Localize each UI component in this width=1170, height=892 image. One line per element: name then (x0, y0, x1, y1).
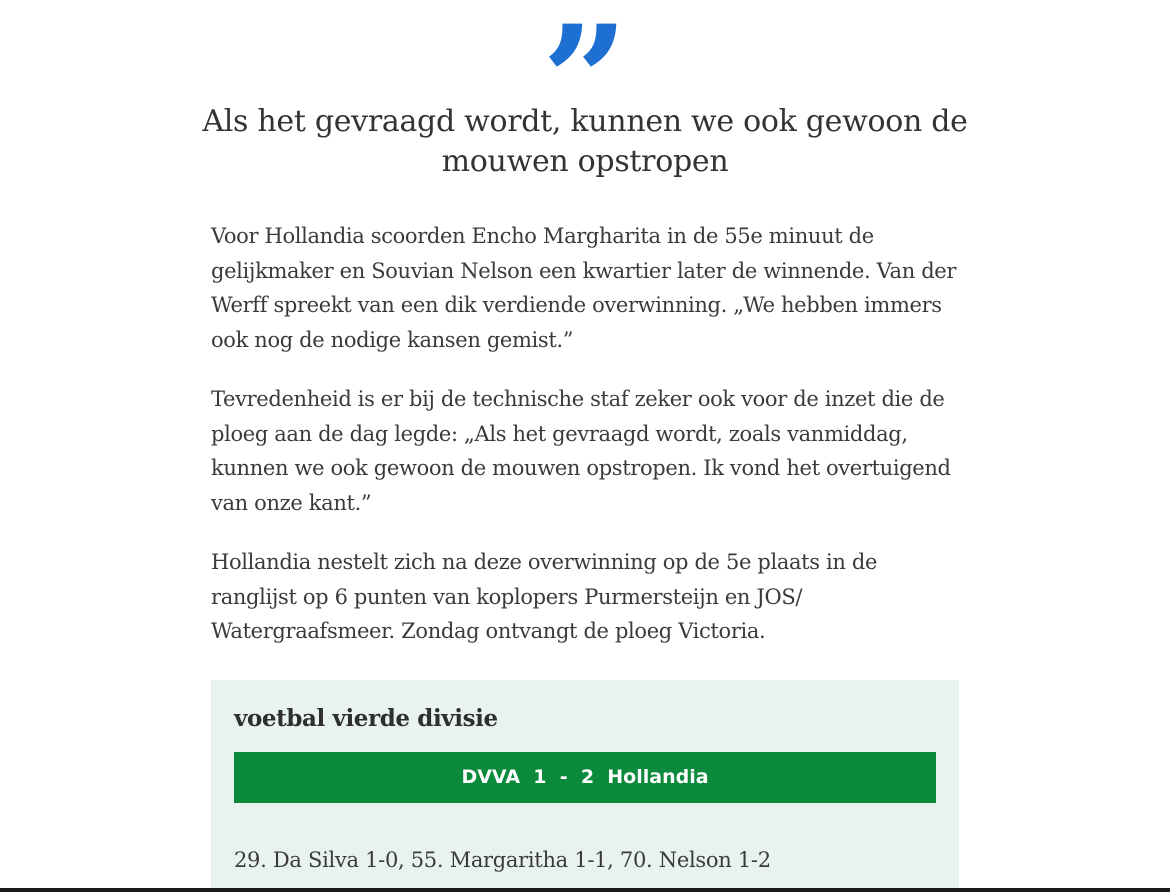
match-result-box (211, 680, 959, 892)
league-title: voetbal vierde divisie (234, 705, 498, 732)
bottom-divider (0, 888, 1170, 892)
article-body (211, 219, 963, 674)
article-paragraph-3: Hollandia nestelt zich na deze overwinning op de 5e plaats in de ranglijst op 6 punten van koplopers Purmersteijn en JOS/ Watergraafsmeer. Zondag ontvangt de ploeg Victoria. (211, 550, 878, 643)
article-paragraph-1: Voor Hollandia scoorden Encho Margharita in de 55e minuut de gelijkmaker en Souvian Nelson een kwartier later de winnende. Van der Werff spreekt van een dik verdiende overwinning. „We hebben immers ook nog de nodige kansen gemist.” (211, 224, 957, 352)
pull-quote: Als het gevraagd wordt, kunnen we ook gewoon de mouwen opstropen (202, 104, 968, 179)
score-bar: DVVA 1 - 2 Hollandia (234, 752, 936, 803)
article-paragraph-2: Tevredenheid is er bij de technische staf zeker ook voor de inzet die de ploeg aan de dag legde: „Als het gevraagd wordt, zoals vanmiddag, kunnen we ook gewoon de mouwen opstropen. Ik vond het overtuigend van onze kant.” (211, 387, 951, 515)
goal-scorers: 29. Da Silva 1-0, 55. Margaritha 1-1, 70. Nelson 1-2 (234, 848, 771, 872)
quote-icon: ” (541, 0, 629, 169)
